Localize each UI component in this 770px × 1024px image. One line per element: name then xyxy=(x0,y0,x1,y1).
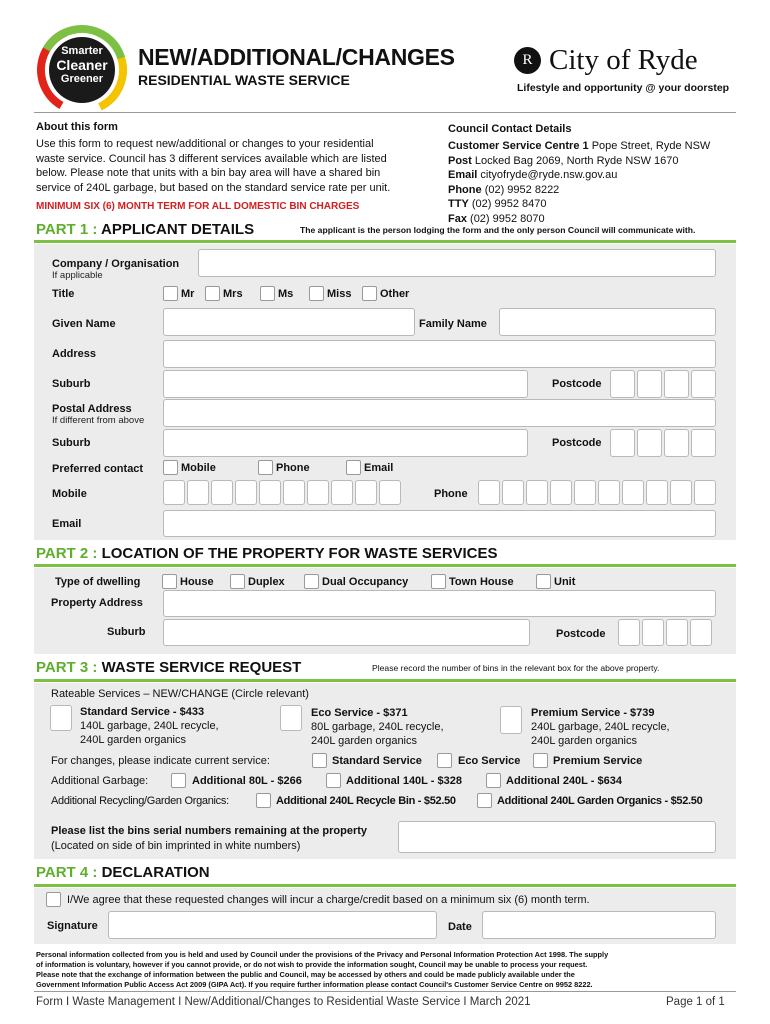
title-mr-label: Mr xyxy=(181,288,195,300)
postcode-cell[interactable] xyxy=(691,429,716,457)
contact-mobile-label: Mobile xyxy=(181,462,216,474)
address-label: Address xyxy=(52,348,97,360)
current-eco-label: Eco Service xyxy=(458,755,521,767)
suburb-input[interactable] xyxy=(163,370,528,398)
council-tagline: Lifestyle and opportunity @ your doorstep xyxy=(517,82,730,94)
recycle-bin-checkbox[interactable] xyxy=(256,793,271,808)
city-of-ryde-logo xyxy=(514,44,739,78)
dwelling-house-label: House xyxy=(180,576,214,588)
part3-bar xyxy=(34,679,736,682)
standard-service-line1: 140L garbage, 240L recycle, xyxy=(80,720,219,732)
title-mr-checkbox[interactable] xyxy=(163,286,178,301)
premium-service-count[interactable] xyxy=(500,706,522,734)
eco-service-name: Eco Service - $371 xyxy=(311,707,408,719)
standard-service-name: Standard Service - $433 xyxy=(80,706,205,718)
smarter-cleaner-greener-logo xyxy=(36,24,128,116)
suburb-label: Suburb xyxy=(52,378,91,390)
contact-row: Fax (02) 9952 8070 xyxy=(448,212,545,225)
premium-service-name: Premium Service - $739 xyxy=(531,707,655,719)
property-postcode-cells[interactable] xyxy=(618,619,712,646)
minimum-term-warning: MINIMUM SIX (6) MONTH TERM FOR ALL DOMESTIC BIN CHARGES xyxy=(36,201,360,212)
contact-row: Email cityofryde@ryde.nsw.gov.au xyxy=(448,169,618,181)
logo-text-smarter: Smarter xyxy=(61,45,103,57)
garden-organics-checkbox[interactable] xyxy=(477,793,492,808)
current-eco-checkbox[interactable] xyxy=(437,753,452,768)
footer-page-number: Page 1 of 1 xyxy=(666,996,725,1008)
given-name-label: Given Name xyxy=(52,318,116,330)
declaration-checkbox[interactable] xyxy=(46,892,61,907)
part3-number: PART 3 : xyxy=(36,659,98,676)
mobile-cell[interactable] xyxy=(259,480,281,505)
part1-heading xyxy=(36,221,254,238)
additional-recycling-label: Additional Recycling/Garden Organics: xyxy=(51,795,229,807)
postcode-cell[interactable] xyxy=(666,619,688,646)
privacy-line: Government Information Public Access Act 2009 (GIPA Act). If you require further information please contact Council's Customer Service Centre on 9952 8222. xyxy=(36,980,593,989)
dwelling-dual-occupancy-checkbox[interactable] xyxy=(304,574,319,589)
phone-cells[interactable] xyxy=(478,480,716,505)
footer-text xyxy=(36,996,531,1008)
footer-divider xyxy=(34,991,736,992)
part4-title: DECLARATION xyxy=(101,864,210,881)
postcode-cell[interactable] xyxy=(691,370,716,398)
eco-service-count[interactable] xyxy=(280,705,302,731)
phone-cell[interactable] xyxy=(502,480,524,505)
signature-input[interactable] xyxy=(108,911,437,939)
about-heading: About this form xyxy=(36,121,118,133)
mobile-cells[interactable] xyxy=(163,480,401,505)
contact-row: Post Locked Bag 2069, North Ryde NSW 1670 xyxy=(448,154,679,167)
part2-number: PART 2 : xyxy=(36,545,98,562)
dwelling-duplex-checkbox[interactable] xyxy=(230,574,245,589)
serial-numbers-label: Please list the bins serial numbers remaining at the property xyxy=(51,825,368,837)
company-input[interactable] xyxy=(198,249,716,277)
standard-service-option xyxy=(80,705,219,747)
title-miss-label: Miss xyxy=(327,288,352,300)
current-standard-checkbox[interactable] xyxy=(312,753,327,768)
mobile-cell[interactable] xyxy=(355,480,377,505)
title-label: Title xyxy=(52,288,75,300)
mobile-cell[interactable] xyxy=(187,480,209,505)
part3-title: WASTE SERVICE REQUEST xyxy=(101,659,302,676)
property-suburb-input[interactable] xyxy=(163,619,530,646)
dwelling-town-house-label: Town House xyxy=(449,576,514,588)
garbage-80l-label: Additional 80L - $266 xyxy=(192,775,302,787)
title-mrs-label: Mrs xyxy=(223,288,243,300)
contact-row: Phone (02) 9952 8222 xyxy=(448,183,560,196)
phone-cell[interactable] xyxy=(574,480,596,505)
postal-address-label: Postal Address xyxy=(52,403,132,415)
dwelling-house-checkbox[interactable] xyxy=(162,574,177,589)
form-subtitle: RESIDENTIAL WASTE SERVICE xyxy=(138,72,350,88)
phone-cell[interactable] xyxy=(694,480,716,505)
contact-email-checkbox[interactable] xyxy=(346,460,361,475)
title-mrs-checkbox[interactable] xyxy=(205,286,220,301)
company-label: Company / Organisation xyxy=(52,258,180,270)
privacy-line: Please note that the exchange of information between the public and Council, may be accessed by others and could be made publicly available under the xyxy=(36,970,575,979)
phone-cell[interactable] xyxy=(670,480,692,505)
given-name-input[interactable] xyxy=(163,308,415,336)
part2-heading xyxy=(36,545,497,562)
postal-postcode-cells[interactable] xyxy=(610,429,716,457)
form-title: NEW/ADDITIONAL/CHANGES xyxy=(138,44,455,70)
privacy-notice xyxy=(36,950,608,990)
postcode-cell[interactable] xyxy=(664,429,689,457)
garbage-80l-checkbox[interactable] xyxy=(171,773,186,788)
mobile-cell[interactable] xyxy=(163,480,185,505)
footer-form: Form xyxy=(36,996,63,1008)
postcode-cell[interactable] xyxy=(637,429,662,457)
logo-text-greener: Greener xyxy=(60,73,104,85)
date-input[interactable] xyxy=(482,911,716,939)
family-name-label: Family Name xyxy=(419,318,487,330)
postcode-cell[interactable] xyxy=(610,370,635,398)
garbage-240l-label: Additional 240L - $634 xyxy=(506,775,622,787)
mobile-cell[interactable] xyxy=(331,480,353,505)
postcode-cell[interactable] xyxy=(664,370,689,398)
contact-details xyxy=(448,139,710,226)
premium-service-line2: 240L garden organics xyxy=(531,735,638,747)
phone-cell[interactable] xyxy=(478,480,500,505)
current-service-label: For changes, please indicate current service: xyxy=(51,755,270,767)
title-other-label: Other xyxy=(380,288,410,300)
postcode-cell[interactable] xyxy=(637,370,662,398)
garbage-140l-checkbox[interactable] xyxy=(326,773,341,788)
email-input[interactable] xyxy=(163,510,716,537)
property-suburb-label: Suburb xyxy=(107,626,146,638)
dwelling-unit-checkbox[interactable] xyxy=(536,574,551,589)
contact-phone-label: Phone xyxy=(276,462,310,474)
part3-heading xyxy=(36,659,301,676)
phone-cell[interactable] xyxy=(622,480,644,505)
current-premium-checkbox[interactable] xyxy=(533,753,548,768)
additional-garbage-label: Additional Garbage: xyxy=(51,775,149,787)
mobile-cell[interactable] xyxy=(307,480,329,505)
part1-title: APPLICANT DETAILS xyxy=(101,221,255,238)
postal-postcode-label: Postcode xyxy=(552,437,602,449)
dwelling-unit-label: Unit xyxy=(554,576,576,588)
postcode-cell[interactable] xyxy=(690,619,712,646)
garden-organics-label: Additional 240L Garden Organics - $52.50 xyxy=(497,795,703,807)
part2-title: LOCATION OF THE PROPERTY FOR WASTE SERVICES xyxy=(101,545,498,562)
postcode-label: Postcode xyxy=(552,378,602,390)
contact-email-label: Email xyxy=(364,462,394,474)
postal-suburb-label: Suburb xyxy=(52,437,91,449)
privacy-line: of information is voluntary, however if you cannot provide, or do not wish to provide the information sought, Council may be unable to process your request. xyxy=(36,960,588,969)
garbage-240l-checkbox[interactable] xyxy=(486,773,501,788)
eco-service-line2: 240L garden organics xyxy=(311,735,418,747)
standard-service-line2: 240L garden organics xyxy=(80,734,187,746)
about-line: waste service. Council has 3 different services available which are listed xyxy=(36,152,387,165)
contact-row: TTY (02) 9952 8470 xyxy=(448,198,547,210)
standard-service-count[interactable] xyxy=(50,705,72,731)
mobile-cell[interactable] xyxy=(283,480,305,505)
header-divider xyxy=(34,112,736,113)
current-standard-label: Standard Service xyxy=(332,755,422,767)
dwelling-dual-occupancy-label: Dual Occupancy xyxy=(322,576,409,588)
about-line: service of 240L garbage, but based on the standard service rate per unit. xyxy=(36,181,391,194)
premium-service-option xyxy=(531,706,670,748)
mobile-label: Mobile xyxy=(52,488,87,500)
garbage-140l-label: Additional 140L - $328 xyxy=(346,775,462,787)
contact-phone-checkbox[interactable] xyxy=(258,460,273,475)
title-other-checkbox[interactable] xyxy=(362,286,377,301)
part4-number: PART 4 : xyxy=(36,864,98,881)
privacy-line: Personal information collected from you is held and used by Council under the provisions of the Privacy and Personal Information Protection Act 1998. The supply xyxy=(36,950,609,959)
title-miss-checkbox[interactable] xyxy=(309,286,324,301)
dwelling-type-label: Type of dwelling xyxy=(55,576,141,588)
eco-service-option xyxy=(311,706,444,748)
council-mark-icon xyxy=(514,47,541,74)
serial-numbers-sublabel: (Located on side of bin imprinted in white numbers) xyxy=(51,840,301,852)
title-ms-label: Ms xyxy=(278,288,294,300)
contact-mobile-checkbox[interactable] xyxy=(163,460,178,475)
address-input[interactable] xyxy=(163,340,716,368)
footer-description: I Waste Management I New/Additional/Changes to Residential Waste Service I March 2021 xyxy=(66,996,531,1008)
phone-cell[interactable] xyxy=(598,480,620,505)
part4-heading xyxy=(36,864,210,881)
phone-cell[interactable] xyxy=(646,480,668,505)
mobile-cell[interactable] xyxy=(211,480,233,505)
phone-cell[interactable] xyxy=(526,480,548,505)
declaration-text: I/We agree that these requested changes will incur a charge/credit based on a minimum six (6) month term. xyxy=(67,894,590,906)
property-postcode-label: Postcode xyxy=(556,628,606,640)
mobile-cell[interactable] xyxy=(235,480,257,505)
date-label: Date xyxy=(448,921,472,933)
logo-text-cleaner: Cleaner xyxy=(56,57,108,73)
eco-service-line1: 80L garbage, 240L recycle, xyxy=(311,721,444,733)
about-line: below. Please note that units with a bin bay area will have a shared bin xyxy=(36,167,381,179)
postal-suburb-input[interactable] xyxy=(163,429,528,457)
property-address-label: Property Address xyxy=(51,597,143,609)
family-name-input[interactable] xyxy=(499,308,716,336)
recycle-bin-label: Additional 240L Recycle Bin - $52.50 xyxy=(276,795,456,807)
preferred-contact-label: Preferred contact xyxy=(52,463,144,475)
contact-row: Customer Service Centre 1 Pope Street, Ryde NSW xyxy=(448,140,711,152)
property-address-input[interactable] xyxy=(163,590,716,617)
postcode-cells[interactable] xyxy=(610,370,716,398)
part3-note: Please record the number of bins in the relevant box for the above property. xyxy=(372,663,660,673)
dwelling-duplex-label: Duplex xyxy=(248,576,285,588)
council-name: City of Ryde xyxy=(549,44,698,76)
email-label: Email xyxy=(52,518,82,530)
part1-note: The applicant is the person lodging the form and the only person Council will communicate with. xyxy=(300,225,696,235)
postcode-cell[interactable] xyxy=(618,619,640,646)
current-premium-label: Premium Service xyxy=(553,755,643,767)
postal-address-input[interactable] xyxy=(163,399,716,427)
part1-number: PART 1 : xyxy=(36,221,98,238)
phone-cell[interactable] xyxy=(550,480,572,505)
council-mark-letter: R xyxy=(522,52,533,68)
postcode-cell[interactable] xyxy=(610,429,635,457)
part2-bar xyxy=(34,564,736,567)
about-text xyxy=(36,137,390,195)
part1-bar xyxy=(34,240,736,243)
contact-heading: Council Contact Details xyxy=(448,123,572,135)
about-line: Use this form to request new/additional or changes to your residential xyxy=(36,138,374,150)
phone-label: Phone xyxy=(434,488,468,500)
serial-numbers-input[interactable] xyxy=(398,821,716,853)
company-sublabel: If applicable xyxy=(52,270,103,281)
dwelling-town-house-checkbox[interactable] xyxy=(431,574,446,589)
postal-address-sublabel: If different from above xyxy=(52,415,145,426)
title-ms-checkbox[interactable] xyxy=(260,286,275,301)
mobile-cell[interactable] xyxy=(379,480,401,505)
postcode-cell[interactable] xyxy=(642,619,664,646)
part4-bar xyxy=(34,884,736,887)
signature-label: Signature xyxy=(47,920,98,932)
rateable-services-label: Rateable Services – NEW/CHANGE (Circle relevant) xyxy=(51,688,309,700)
premium-service-line1: 240L garbage, 240L recycle, xyxy=(531,721,670,733)
